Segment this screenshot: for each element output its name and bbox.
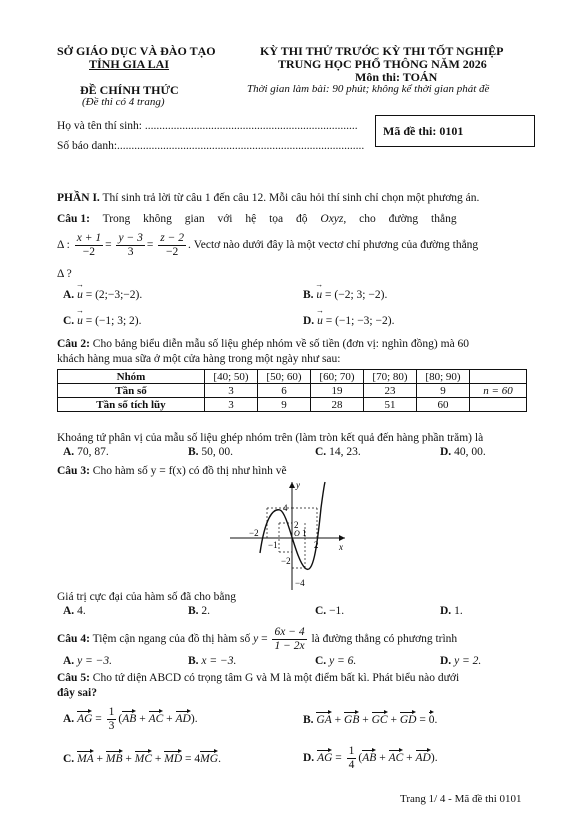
- student-id-line: Số báo danh:......................................................................................: [57, 140, 365, 152]
- q1-text2: , cho đường thẳng: [343, 213, 457, 225]
- q2-option-d[interactable]: D. 40, 00.: [440, 446, 486, 458]
- q3-stem: Câu 3: Cho hàm số y = f(x) có đồ thị như hình vẽ: [57, 465, 287, 477]
- q3-graph: [225, 478, 350, 593]
- exam-title-2: TRUNG HỌC PHỔ THÔNG NĂM 2026: [278, 57, 487, 71]
- label-ym2: −2: [281, 556, 291, 566]
- q2-option-a[interactable]: A. 70, 87.: [63, 446, 109, 458]
- label-x: x: [339, 542, 343, 552]
- part1-heading: PHẦN I.: [57, 192, 100, 204]
- table-row: Tần số 3 6 19 23 9 n = 60: [58, 384, 527, 398]
- q1-label: Câu 1:: [57, 213, 90, 225]
- exam-code: Mã đề thi: 0101: [383, 124, 464, 138]
- q3-option-d[interactable]: D. 1.: [440, 605, 463, 617]
- q1-text: Trong không gian với hệ tọa độ: [89, 213, 321, 225]
- y-axis-arrow: [289, 482, 295, 488]
- exam-time: Thời gian làm bài: 90 phút; không kể thời gian phát đề: [247, 83, 490, 95]
- label-y2: 2: [294, 520, 299, 530]
- label-xm1: −1: [268, 540, 278, 550]
- q1-option-a[interactable]: A. → u = (2;−3;−2).: [63, 289, 142, 301]
- subject: Môn thi: TOÁN: [355, 70, 438, 84]
- exam-title-1: KỲ THI THỬ TRƯỚC KỲ THI TỐT NGHIỆP: [260, 44, 504, 58]
- q1-tail: . Vectơ nào dưới đây là một vectơ chỉ phương của đường thẳng: [187, 239, 479, 252]
- q4-option-a[interactable]: A. y = −3.: [63, 655, 113, 667]
- q5-option-d[interactable]: D. AG = $\frac{1}{4}$ (AB + AC + AD).: [303, 745, 438, 771]
- q2-option-c[interactable]: C. 14, 23.: [315, 446, 361, 458]
- student-name-line: Họ và tên thí sinh: ..........................................................................: [57, 120, 358, 132]
- org-line1: SỞ GIÁO DỤC VÀ ĐÀO TẠO: [57, 44, 216, 58]
- part1-instruction: [57, 192, 479, 204]
- q5-option-b[interactable]: B. GA + GB + GC + GD = 0.: [303, 711, 437, 726]
- label-origin: O: [294, 529, 300, 538]
- q5-option-c[interactable]: C. MA + MB + MC + MD = 4MG.: [63, 750, 221, 765]
- q1-delta: Δ ?: [57, 268, 72, 280]
- q1-option-d[interactable]: D. → u = (−1; −3; −2).: [303, 315, 394, 327]
- q1-oxyz: Oxyz: [320, 213, 344, 225]
- q2-table: [57, 369, 527, 412]
- q5-stem: Câu 5: Cho tứ diện ABCD có trọng tâm G và M là một điểm bất kì. Phát biểu nào dưới: [57, 672, 460, 684]
- label-ym4: −4: [295, 578, 305, 588]
- page-footer: Trang 1/ 4 - Mã đề thi 0101: [400, 793, 522, 805]
- q2-stem2: khách hàng mua sữa ở một cửa hàng trong một ngày như sau:: [57, 353, 341, 365]
- exam-code-box: [375, 115, 535, 147]
- q5-option-a[interactable]: A. AG = $\frac{1}{3}$ (AB + AC + AD).: [63, 706, 198, 732]
- q1-option-c[interactable]: C. → u = (−1; 3; 2).: [63, 315, 141, 327]
- table-row: Nhóm [40; 50) [50; 60) [60; 70) [70; 80) [80; 90): [58, 370, 527, 384]
- label-xm2: −2: [249, 528, 259, 538]
- label-y: y: [296, 480, 300, 490]
- label-x2: 2: [314, 540, 319, 550]
- q4-option-d[interactable]: D. y = 2.: [440, 655, 482, 667]
- q3-question: Giá trị cực đại của hàm số đã cho bằng: [57, 591, 236, 603]
- q1-line-eq: Δ : $\frac{x + 1}{-2}$ = $\frac{y - 3}{3}$ = $\frac{z - 2}{-2}$ . Vectơ nào dưới đây là một vectơ chỉ phương của đường thẳng: [57, 232, 479, 258]
- q2-stem: Câu 2: Cho bảng biểu diễn mẫu số liệu ghép nhóm về số tiền (đơn vị: nghìn đồng) mà 60: [57, 338, 470, 350]
- official-label: ĐỀ CHÍNH THỨC: [80, 83, 179, 97]
- q1-option-b[interactable]: B. → u = (−2; 3; −2).: [303, 289, 387, 301]
- label-x1: 1: [302, 528, 307, 538]
- q4-option-b[interactable]: B. x = −3.: [188, 655, 237, 667]
- q4-option-c[interactable]: C. y = 6.: [315, 655, 357, 667]
- q1-stem: [57, 213, 533, 225]
- org-line2: TỈNH GIA LAI: [89, 57, 170, 71]
- q2-question: Khoảng tứ phân vị của mẫu số liệu ghép nhóm trên (làm tròn kết quả đến hàng phần trăm) là: [57, 432, 484, 444]
- pages-note: (Đề thi có 4 trang): [82, 96, 165, 108]
- table-row: Tần số tích lũy 3 9 28 51 60: [58, 398, 527, 412]
- q3-option-a[interactable]: A. 4.: [63, 605, 86, 617]
- x-axis-arrow: [339, 535, 345, 541]
- q3-option-b[interactable]: B. 2.: [188, 605, 211, 617]
- q3-option-c[interactable]: C. −1.: [315, 605, 345, 617]
- q5-stem2: đây sai?: [57, 687, 97, 699]
- label-y4: 4: [283, 503, 288, 513]
- q4-stem: Câu 4: Tiệm cận ngang của đồ thị hàm số y = $\frac{6x - 4}{1 - 2x}$ là đường thẳng có phương trình: [57, 626, 458, 652]
- q2-option-b[interactable]: B. 50, 00.: [188, 446, 234, 458]
- part1-text: Thí sinh trả lời từ câu 1 đến câu 12. Mỗi câu hỏi thí sinh chỉ chọn một phương án.: [99, 192, 480, 204]
